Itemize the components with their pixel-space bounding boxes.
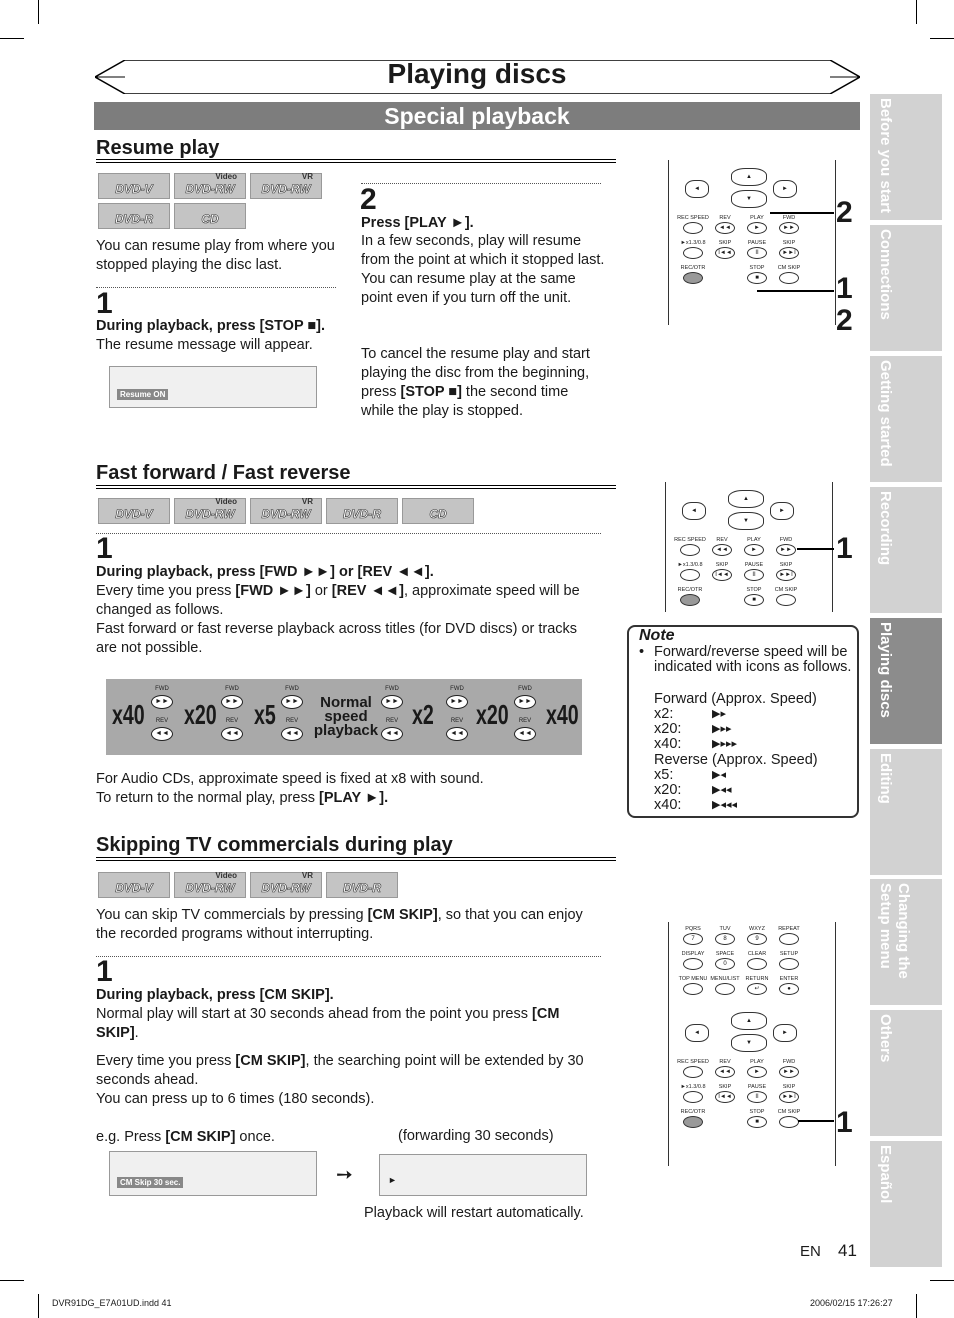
button-label: FWD [782,1059,796,1065]
step-number: 1 [96,287,113,320]
badge-dvd-v: DVD-V [98,872,170,898]
arrow-icon: ➙ [336,1164,353,1186]
crop-mark [916,1294,917,1318]
step-title: During playback, press [CM SKIP]. [96,987,334,1003]
speed-label: x5 [254,699,276,730]
normal-speed-label: speed [324,708,368,725]
button-label: STOP [749,1109,765,1115]
cm-skip-screen [109,1151,317,1196]
remote-button[interactable] [776,594,796,606]
screen-label: Resume ON [117,389,168,400]
rev-label: REV [450,718,464,724]
speed-label: x2 [412,699,434,730]
button-label: PLAY [747,537,761,543]
rev-button-icon: ◄◄ [514,727,536,741]
speed-label: x40 [112,699,145,730]
callout-line [797,548,834,550]
crop-mark [930,1280,954,1281]
key-label: MENU/LIST [710,976,740,982]
nav-down-button[interactable]: ▼ [728,512,764,530]
button-label: REV [719,1059,731,1065]
remote-button[interactable] [683,983,703,995]
callout-number: 1 [836,1106,853,1139]
speed-icon: ▶▸▸▸ [712,738,738,750]
remote-button[interactable] [680,544,700,556]
speed-value: x5: [654,767,674,783]
button-label: SKIP [782,240,796,246]
tab-others[interactable] [870,1010,942,1136]
crop-mark [38,1294,39,1318]
tab-label: Español [877,1145,894,1204]
remote-button[interactable]: ► [744,544,764,556]
key-label: WXYZ [749,926,765,932]
tab-recording[interactable] [870,487,942,613]
rev-button-icon: ◄◄ [151,727,173,741]
bullet: • [639,644,645,660]
tab-label: Before you start [877,98,894,214]
fwd-label: FWD [285,686,299,692]
remote-button[interactable] [683,958,703,970]
divider [96,857,616,861]
step-title: Press [PLAY ►]. [361,215,474,231]
remote-button[interactable]: ◄◄ [715,1066,735,1078]
fwd-button-icon: ►► [221,695,243,709]
remote-button[interactable]: ►► [776,544,796,556]
badge-dvd-rw-vr: VR DVD-RW [250,173,322,199]
page-title: Playing discs [387,58,567,89]
remote-button[interactable]: ►►I [776,569,796,581]
remote-button[interactable] [683,272,703,284]
nav-down-button[interactable]: ▼ [731,1034,767,1052]
page-number: 41 [838,1241,857,1260]
speed-icon: ▶◂ [712,769,726,781]
speed-label: x20 [476,699,509,730]
button-label: REC/OTR [677,587,703,593]
rev-button-icon: ◄◄ [446,727,468,741]
button-label: PAUSE [747,1084,767,1090]
button-label: REC/OTR [680,265,706,271]
remote-button[interactable] [683,1066,703,1078]
button-label: SKIP [718,240,732,246]
step-title: During playback, press [STOP ■]. [96,318,326,334]
button-label: STOP [749,265,765,271]
crop-mark [0,38,24,39]
fwd-label: FWD [385,686,399,692]
button-label: SKIP [718,1084,732,1090]
nav-right-button[interactable]: ► [773,1024,797,1042]
note-title: Note [639,627,675,644]
callout-line [757,290,834,292]
badge-dvd-rw-video: Video DVD-RW [174,173,246,199]
button-label: FWD [779,537,793,543]
divider [96,485,616,489]
speed-label: x20 [184,699,217,730]
divider [96,533,601,534]
remote-button[interactable]: 8 [715,933,735,945]
callout-number: 1 [836,532,853,565]
remote-button[interactable]: ● [779,983,799,995]
tab-label: Getting started [877,360,894,467]
cancel-text: To cancel the resume play and start playing the disc from the beginning, press [STOP ■] the second time while the play is stopped. [361,346,590,419]
rev-label: REV [285,718,299,724]
remote-button[interactable]: ↵ [747,983,767,995]
rev-label: REV [385,718,399,724]
tab-connections[interactable] [870,225,942,351]
cm-heading: Skipping TV commercials during play [96,834,453,856]
badge-dvd-rw-video: Video DVD-RW [174,872,246,898]
section-title: Special playback [94,102,860,130]
note-text: Forward/reverse speed will be indicated with icons as follows. [654,644,852,676]
step-text: In a few seconds, play will resume from the point at which it stopped last. You can resume play at the same point even if you turn off the unit. [361,233,605,306]
disc-badges [98,173,338,229]
rev-button-icon: ◄◄ [221,727,243,741]
return-text: To return to the normal play, press [PLAY ►]. [96,790,389,806]
badge-dvd-v: DVD-V [98,173,170,199]
tab-editing[interactable] [870,749,942,875]
badge-dvd-rw-video: Video DVD-RW [174,498,246,524]
callout-line [798,1120,834,1122]
button-label: SKIP [782,1084,796,1090]
key-label: DISPLAY [681,951,705,957]
key-label: SETUP [779,951,799,957]
normal-speed-label: Normal [320,694,372,711]
fwd-label: FWD [450,686,464,692]
tab-label: Connections [877,229,894,320]
nav-up-button[interactable]: ▲ [728,490,764,508]
speed-value: x20: [654,782,682,798]
remote-button[interactable] [779,933,799,945]
playback-screen [379,1154,587,1196]
fwd-button-icon: ►► [514,695,536,709]
crop-mark [0,1280,24,1281]
note-forward-title: Forward (Approx. Speed) [654,691,817,707]
speed-icon: ▶▸ [712,708,726,720]
button-label: REC SPEED [677,1059,709,1065]
callout-line [770,212,834,214]
badge-cd: CD [402,498,474,524]
note-reverse-title: Reverse (Approx. Speed) [654,752,818,768]
button-label: ►x1.3/0.8 [680,1084,706,1090]
remote-button[interactable] [779,1116,799,1128]
tab-before-you-start[interactable] [870,94,942,220]
print-date: 2006/02/15 17:26:27 [810,1298,893,1308]
remote-button[interactable]: ► [747,222,767,234]
play-icon: ► [388,1175,397,1185]
remote-button[interactable] [779,272,799,284]
remote-button[interactable]: ►► [779,222,799,234]
remote-button[interactable] [680,594,700,606]
remote-button[interactable] [715,983,735,995]
speed-diagram [106,679,582,755]
rev-label: REV [155,718,169,724]
cd-text: For Audio CDs, approximate speed is fixed at x8 with sound. [96,771,484,787]
nav-right-button[interactable]: ► [773,180,797,198]
button-label: CM SKIP [777,265,801,271]
remote-button[interactable]: ■ [744,594,764,606]
key-label: TUV [719,926,731,932]
remote-button[interactable]: ■ [747,272,767,284]
button-label: REC SPEED [674,537,706,543]
divider [96,287,336,288]
button-label: STOP [746,587,762,593]
badge-cd: CD [174,203,246,229]
fwd-button-icon: ►► [281,695,303,709]
fwd-label: FWD [155,686,169,692]
restart-text: Playback will restart automatically. [364,1205,584,1221]
fwd-label: FWD [225,686,239,692]
nav-left-button[interactable]: ◄ [685,1024,709,1042]
button-label: REV [719,215,731,221]
fwd-label: FWD [518,686,532,692]
button-label: PAUSE [744,562,764,568]
tab-changing-the-setup-menu[interactable] [870,879,942,1005]
resume-heading: Resume play [96,137,220,159]
fwd-button-icon: ►► [446,695,468,709]
remote-button[interactable] [779,958,799,970]
badge-dvd-rw-vr: VR DVD-RW [250,872,322,898]
nav-left-button[interactable]: ◄ [685,180,709,198]
tab-playing-discs[interactable] [870,618,942,744]
key-label: REPEAT [778,926,800,932]
remote-button[interactable] [683,222,703,234]
remote-button[interactable]: ► [747,1066,767,1078]
speed-icon: ▶◂◂◂ [712,799,738,811]
divider [361,183,601,184]
badge-dvd-v: DVD-V [98,498,170,524]
nav-left-button[interactable]: ◄ [682,502,706,520]
step-text: Fast forward or fast reverse playback across titles (for DVD discs) or tracks are not possible. [96,621,578,656]
speed-value: x40: [654,736,682,752]
ff-heading: Fast forward / Fast reverse [96,462,351,484]
button-label: PAUSE [747,240,767,246]
tab-label: Others [877,1014,894,1063]
remote-button[interactable]: I◄◄ [715,1091,735,1103]
remote-button[interactable]: ◄◄ [712,544,732,556]
step-text: Normal play will start at 30 seconds ahead from the point you press [CM SKIP]. [96,1006,560,1041]
step-title: During playback, press [FWD ►►] or [REV ◄◄]. [96,564,434,580]
speed-icon: ▶◂◂ [712,784,732,796]
button-label: ►x1.3/0.8 [680,240,706,246]
step-text: You can press up to 6 times (180 seconds). [96,1091,375,1107]
language-label: EN [800,1243,821,1260]
tab-label: Playing discs [877,622,894,718]
nav-right-button[interactable]: ► [770,502,794,520]
remote-button[interactable] [683,247,703,259]
tab-label: Changing the Setup menu [877,883,912,979]
key-label: TOP MENU [678,976,708,982]
speed-value: x2: [654,706,674,722]
badge-dvd-r: DVD-R [326,498,398,524]
button-label: CM SKIP [777,1109,801,1115]
speed-icon: ▶▸▸ [712,723,732,735]
divider [96,159,616,163]
remote-button[interactable]: I◄◄ [712,569,732,581]
remote-button[interactable] [747,958,767,970]
callout-number: 2 [836,304,853,337]
nav-down-button[interactable]: ▼ [731,190,767,208]
callout-number: 2 [836,196,853,229]
remote-button[interactable]: ◄◄ [715,222,735,234]
button-label: CM SKIP [774,587,798,593]
crop-mark [916,0,917,24]
screen-label: CM Skip 30 sec. [117,1177,183,1188]
button-label: FWD [782,215,796,221]
normal-speed-label: playback [313,722,379,739]
step-text: The resume message will appear. [96,337,313,353]
remote-diagram [668,160,836,325]
badge-dvd-r: DVD-R [98,203,170,229]
remote-button[interactable]: ►►I [779,247,799,259]
remote-button[interactable] [683,1091,703,1103]
step-number: 1 [96,532,113,565]
step-text: Every time you press [FWD ►►] or [REV ◄◄], approximate speed will be changed as follows. [96,583,580,618]
rev-label: REV [518,718,532,724]
remote-button[interactable]: 9 [747,933,767,945]
remote-button[interactable]: II [747,247,767,259]
file-name: DVR91DG_E7A01UD.indd 41 [52,1298,172,1308]
cm-intro: You can skip TV commercials by pressing [CM SKIP], so that you can enjoy the recorded programs without interrupting. [96,907,583,942]
key-label: ENTER [779,976,799,982]
tab-espa-ol[interactable] [870,1141,942,1267]
remote-button[interactable] [683,1116,703,1128]
resume-screen [109,366,317,408]
rev-button-icon: ◄◄ [281,727,303,741]
crop-mark [930,38,954,39]
disc-badges [98,498,498,524]
remote-button[interactable] [680,569,700,581]
forwarding-text: (forwarding 30 seconds) [398,1128,554,1144]
button-label: PLAY [750,1059,764,1065]
resume-intro: You can resume play from where you stopped playing the disc last. [96,238,335,273]
rev-label: REV [225,718,239,724]
nav-up-button[interactable]: ▲ [731,1012,767,1030]
speed-label: x40 [546,699,579,730]
disc-badges [98,872,428,898]
example-text: e.g. Press [CM SKIP] once. [96,1129,275,1145]
step-text: Every time you press [CM SKIP], the searching point will be extended by 30 seconds ahead. [96,1053,584,1088]
remote-button[interactable]: 0 [715,958,735,970]
remote-button[interactable]: ►► [779,1066,799,1078]
remote-button[interactable]: II [744,569,764,581]
remote-button[interactable]: II [747,1091,767,1103]
remote-button[interactable]: I◄◄ [715,247,735,259]
button-label: PLAY [750,215,764,221]
button-label: REV [716,537,728,543]
speed-value: x40: [654,797,682,813]
badge-dvd-rw-vr: VR DVD-RW [250,498,322,524]
remote-button[interactable]: 7 [683,933,703,945]
key-label: PQRS [685,926,701,932]
remote-diagram [668,922,836,1166]
nav-up-button[interactable]: ▲ [731,168,767,186]
button-label: REC/OTR [680,1109,706,1115]
tab-label: Editing [877,753,894,804]
divider [96,956,601,957]
button-label: REC SPEED [677,215,709,221]
badge-dvd-r: DVD-R [326,872,398,898]
tab-getting-started[interactable] [870,356,942,482]
fwd-button-icon: ►► [151,695,173,709]
remote-button[interactable]: ■ [747,1116,767,1128]
button-label: ►x1.3/0.8 [677,562,703,568]
tab-label: Recording [877,491,894,566]
button-label: SKIP [779,562,793,568]
crop-mark [38,0,39,24]
remote-button[interactable]: ►►I [779,1091,799,1103]
rev-button-icon: ◄◄ [381,727,403,741]
key-label: CLEAR [747,951,767,957]
step-number: 2 [360,183,377,216]
button-label: SKIP [715,562,729,568]
remote-diagram [665,482,833,612]
callout-number: 1 [836,272,853,305]
fwd-button-icon: ►► [381,695,403,709]
step-number: 1 [96,955,113,988]
speed-value: x20: [654,721,682,737]
key-label: SPACE [715,951,735,957]
note-box [627,625,859,818]
key-label: RETURN [745,976,769,982]
